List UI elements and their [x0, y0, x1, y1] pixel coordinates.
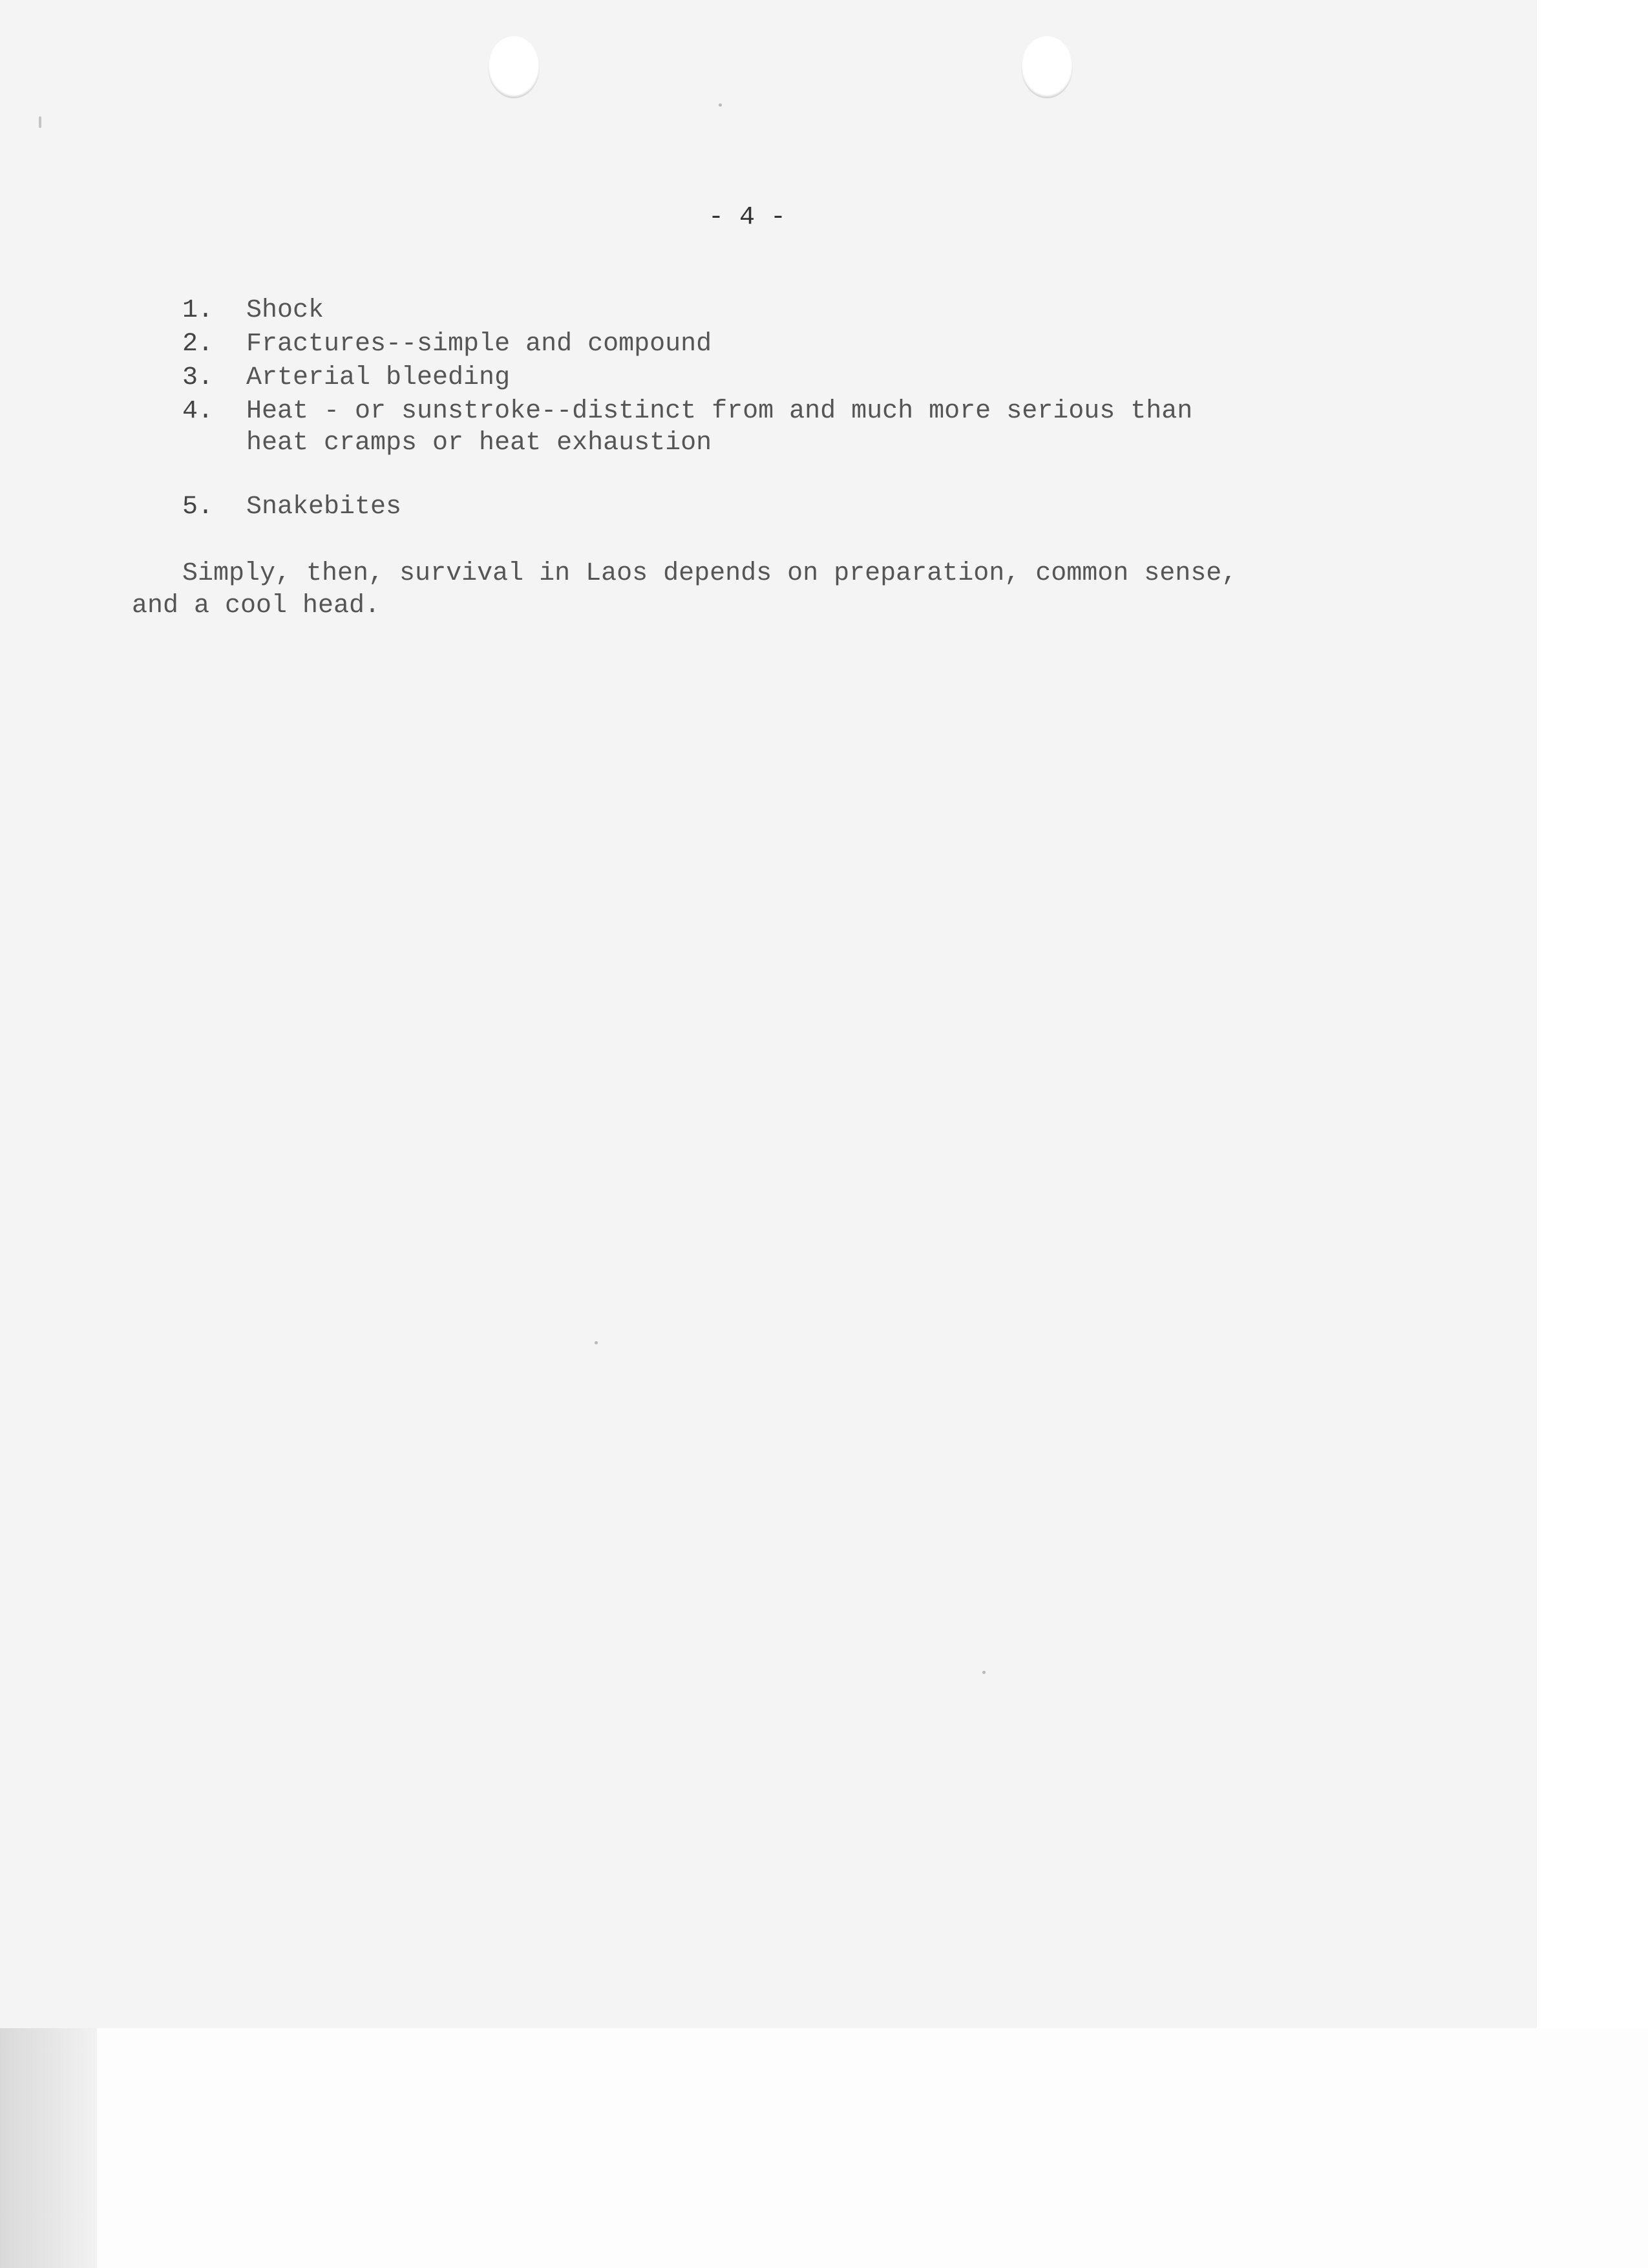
closing-paragraph-line-2: and a cool head.: [132, 591, 381, 620]
list-item-number: 2.: [182, 330, 214, 359]
punch-hole-left: [488, 36, 540, 98]
paper-speck: [719, 103, 722, 107]
punch-hole-right: [1021, 36, 1073, 98]
list-item-number: 3.: [182, 363, 214, 392]
scan-margin-right: [1537, 0, 1648, 2268]
list-item-text-continued: heat cramps or heat exhaustion: [246, 429, 712, 458]
list-item-text: Heat - or sunstroke--distinct from and much more serious than: [246, 397, 1193, 426]
paper-speck: [982, 1671, 986, 1674]
list-item-text: Arterial bleeding: [246, 363, 511, 392]
paper-mark: [39, 116, 41, 128]
paper-speck: [595, 1341, 598, 1344]
list-item-number: 5.: [182, 493, 214, 522]
page-number: - 4 -: [708, 203, 787, 232]
list-item-number: 4.: [182, 397, 214, 426]
list-item-text: Fractures--simple and compound: [246, 330, 712, 359]
list-item-number: 1.: [182, 296, 214, 325]
list-item-text: Shock: [246, 296, 324, 325]
closing-paragraph-line-1: Simply, then, survival in Laos depends on preparation, common sense,: [182, 559, 1238, 588]
list-item-text: Snakebites: [246, 493, 402, 522]
scan-margin-bottom: [0, 2028, 1648, 2268]
scan-shadow: [0, 2028, 97, 2268]
